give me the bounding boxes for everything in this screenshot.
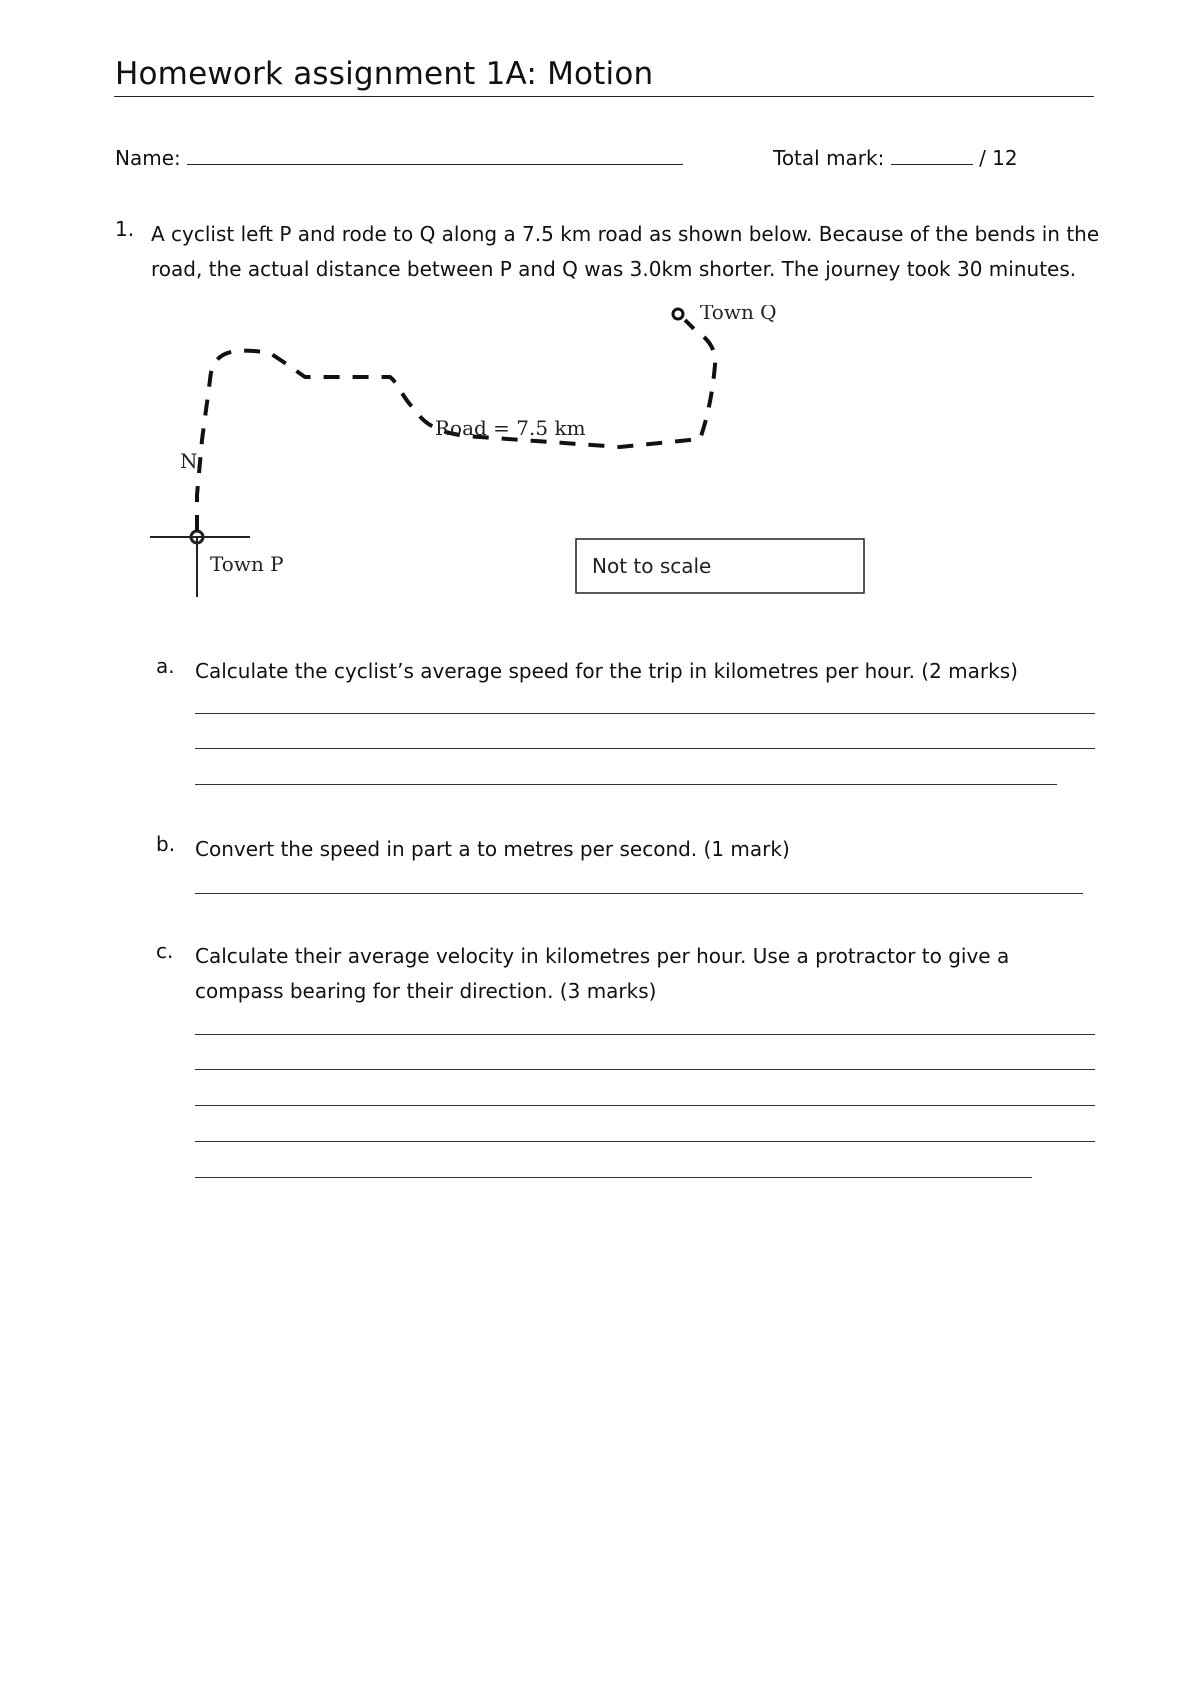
- road-label: Road = 7.5 km: [435, 416, 586, 440]
- question-text: A cyclist left P and rode to Q along a 7.5 km road as shown below. Because of the bends in the road, the actual distance between P and Q was 3.0km shorter. The journey took 30 minutes.: [151, 222, 1100, 281]
- answer-line[interactable]: [195, 1105, 1095, 1106]
- answer-line[interactable]: [195, 893, 1083, 894]
- question-number: 1.: [115, 217, 135, 241]
- part-a-letter: a.: [156, 654, 175, 678]
- name-row: [115, 146, 683, 170]
- part-b-letter: b.: [156, 832, 176, 856]
- answer-line[interactable]: [195, 713, 1095, 714]
- part-a-text: Calculate the cyclist’s average speed for the trip in kilometres per hour. (2 marks): [195, 659, 1018, 683]
- page-title: Homework assignment 1A: Motion: [115, 56, 654, 92]
- scale-note-text: Not to scale: [592, 554, 712, 578]
- answer-line[interactable]: [195, 784, 1057, 785]
- answer-line[interactable]: [195, 1069, 1095, 1070]
- total-mark-max: / 12: [979, 146, 1018, 170]
- town-q-label: Town Q: [700, 305, 777, 324]
- name-blank[interactable]: [187, 148, 683, 165]
- town-q-marker: [673, 309, 683, 319]
- name-label: Name:: [115, 146, 181, 170]
- total-mark-blank[interactable]: [891, 148, 973, 165]
- part-c-letter: c.: [156, 939, 174, 963]
- answer-line[interactable]: [195, 748, 1095, 749]
- total-mark-row: [773, 146, 1018, 170]
- answer-line[interactable]: [195, 1141, 1095, 1142]
- part-c-text: Calculate their average velocity in kilometres per hour. Use a protractor to give a compass bearing for their direction. (3 marks): [195, 944, 1010, 1003]
- part-b-text: Convert the speed in part a to metres per second. (1 mark): [195, 837, 790, 861]
- answer-line[interactable]: [195, 1034, 1095, 1035]
- town-p-label: Town P: [210, 552, 284, 576]
- total-mark-label: Total mark:: [773, 146, 885, 170]
- route-diagram: [140, 305, 900, 605]
- title-underline: [114, 96, 1094, 97]
- answer-line[interactable]: [195, 1177, 1032, 1178]
- north-label: N: [180, 449, 198, 473]
